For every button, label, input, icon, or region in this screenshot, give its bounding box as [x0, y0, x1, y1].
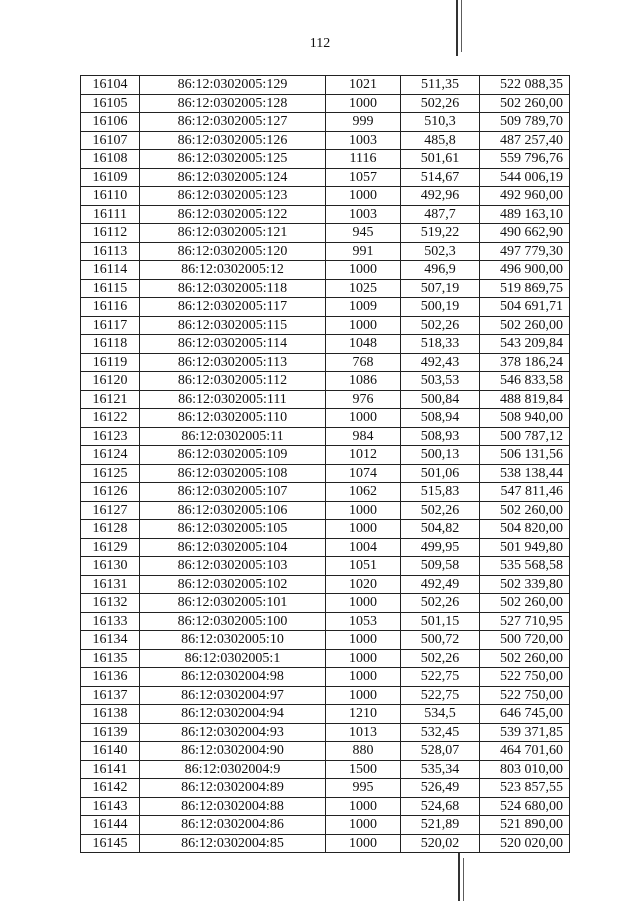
table-row: [81, 575, 570, 594]
table-row: [81, 94, 570, 113]
row-number-cell: 16104: [81, 76, 140, 95]
area-cell: 995: [326, 779, 401, 798]
cadastral-number-cell: 86:12:0302005:104: [140, 538, 326, 557]
row-number-cell: 16108: [81, 150, 140, 169]
cadastral-number-cell: 86:12:0302005:105: [140, 520, 326, 539]
rate-cell: 502,26: [401, 649, 480, 668]
table-body: [81, 76, 570, 853]
area-cell: 1000: [326, 94, 401, 113]
cadastral-number-cell: 86:12:0302005:112: [140, 372, 326, 391]
row-number-cell: 16112: [81, 224, 140, 243]
cadastral-number-cell: 86:12:0302005:126: [140, 131, 326, 150]
table-row: [81, 224, 570, 243]
value-cell: 487 257,40: [480, 131, 570, 150]
cadastral-number-cell: 86:12:0302004:89: [140, 779, 326, 798]
rate-cell: 492,49: [401, 575, 480, 594]
row-number-cell: 16118: [81, 335, 140, 354]
table-row: [81, 723, 570, 742]
scan-artifact-line: [456, 0, 458, 56]
rate-cell: 492,43: [401, 353, 480, 372]
area-cell: 1000: [326, 668, 401, 687]
table-row: [81, 686, 570, 705]
cadastral-number-cell: 86:12:0302004:85: [140, 834, 326, 853]
rate-cell: 520,02: [401, 834, 480, 853]
rate-cell: 521,89: [401, 816, 480, 835]
value-cell: 497 779,30: [480, 242, 570, 261]
table-row: [81, 187, 570, 206]
rate-cell: 487,7: [401, 205, 480, 224]
value-cell: 519 869,75: [480, 279, 570, 298]
value-cell: 803 010,00: [480, 760, 570, 779]
cadastral-number-cell: 86:12:0302005:121: [140, 224, 326, 243]
area-cell: 1000: [326, 686, 401, 705]
value-cell: 520 020,00: [480, 834, 570, 853]
rate-cell: 507,19: [401, 279, 480, 298]
cadastral-number-cell: 86:12:0302005:120: [140, 242, 326, 261]
value-cell: 539 371,85: [480, 723, 570, 742]
row-number-cell: 16105: [81, 94, 140, 113]
row-number-cell: 16122: [81, 409, 140, 428]
value-cell: 523 857,55: [480, 779, 570, 798]
table-row: [81, 298, 570, 317]
area-cell: 1000: [326, 316, 401, 335]
row-number-cell: 16128: [81, 520, 140, 539]
rate-cell: 509,58: [401, 557, 480, 576]
scan-artifact-line: [458, 852, 460, 901]
table-row: [81, 538, 570, 557]
rate-cell: 500,72: [401, 631, 480, 650]
area-cell: 1025: [326, 279, 401, 298]
table-row: [81, 483, 570, 502]
cadastral-number-cell: 86:12:0302005:114: [140, 335, 326, 354]
table-row: [81, 446, 570, 465]
value-cell: 538 138,44: [480, 464, 570, 483]
row-number-cell: 16142: [81, 779, 140, 798]
table-row: [81, 594, 570, 613]
rate-cell: 496,9: [401, 261, 480, 280]
rate-cell: 522,75: [401, 686, 480, 705]
area-cell: 1000: [326, 631, 401, 650]
area-cell: 1003: [326, 205, 401, 224]
value-cell: 559 796,76: [480, 150, 570, 169]
value-cell: 489 163,10: [480, 205, 570, 224]
area-cell: 1053: [326, 612, 401, 631]
value-cell: 502 260,00: [480, 649, 570, 668]
area-cell: 1013: [326, 723, 401, 742]
row-number-cell: 16139: [81, 723, 140, 742]
rate-cell: 500,19: [401, 298, 480, 317]
row-number-cell: 16111: [81, 205, 140, 224]
cadastral-number-cell: 86:12:0302005:1: [140, 649, 326, 668]
row-number-cell: 16127: [81, 501, 140, 520]
area-cell: 1020: [326, 575, 401, 594]
table-row: [81, 242, 570, 261]
cadastral-number-cell: 86:12:0302005:128: [140, 94, 326, 113]
area-cell: 984: [326, 427, 401, 446]
table-row: [81, 409, 570, 428]
area-cell: 1000: [326, 501, 401, 520]
row-number-cell: 16134: [81, 631, 140, 650]
cadastral-number-cell: 86:12:0302005:123: [140, 187, 326, 206]
table-row: [81, 131, 570, 150]
table-row: [81, 335, 570, 354]
table-row: [81, 390, 570, 409]
row-number-cell: 16107: [81, 131, 140, 150]
cadastral-number-cell: 86:12:0302005:103: [140, 557, 326, 576]
rate-cell: 522,75: [401, 668, 480, 687]
value-cell: 524 680,00: [480, 797, 570, 816]
row-number-cell: 16113: [81, 242, 140, 261]
cadastral-table: [80, 75, 570, 853]
cadastral-number-cell: 86:12:0302004:88: [140, 797, 326, 816]
area-cell: 1048: [326, 335, 401, 354]
area-cell: 1500: [326, 760, 401, 779]
table-row: [81, 557, 570, 576]
row-number-cell: 16106: [81, 113, 140, 132]
area-cell: 1210: [326, 705, 401, 724]
cadastral-number-cell: 86:12:0302004:97: [140, 686, 326, 705]
row-number-cell: 16129: [81, 538, 140, 557]
area-cell: 1012: [326, 446, 401, 465]
value-cell: 522 750,00: [480, 668, 570, 687]
value-cell: 490 662,90: [480, 224, 570, 243]
table-row: [81, 612, 570, 631]
row-number-cell: 16143: [81, 797, 140, 816]
area-cell: 1000: [326, 187, 401, 206]
value-cell: 488 819,84: [480, 390, 570, 409]
area-cell: 991: [326, 242, 401, 261]
rate-cell: 501,06: [401, 464, 480, 483]
cadastral-number-cell: 86:12:0302005:106: [140, 501, 326, 520]
row-number-cell: 16116: [81, 298, 140, 317]
table-row: [81, 834, 570, 853]
rate-cell: 504,82: [401, 520, 480, 539]
rate-cell: 534,5: [401, 705, 480, 724]
row-number-cell: 16114: [81, 261, 140, 280]
area-cell: 1000: [326, 520, 401, 539]
scan-artifact-line: [461, 0, 462, 52]
table-row: [81, 261, 570, 280]
scan-artifact-line: [463, 858, 464, 901]
value-cell: 501 949,80: [480, 538, 570, 557]
area-cell: 1086: [326, 372, 401, 391]
cadastral-number-cell: 86:12:0302005:129: [140, 76, 326, 95]
row-number-cell: 16121: [81, 390, 140, 409]
table-row: [81, 797, 570, 816]
area-cell: 1062: [326, 483, 401, 502]
cadastral-number-cell: 86:12:0302005:124: [140, 168, 326, 187]
table-row: [81, 816, 570, 835]
table-row: [81, 372, 570, 391]
cadastral-number-cell: 86:12:0302005:127: [140, 113, 326, 132]
area-cell: 1057: [326, 168, 401, 187]
value-cell: 378 186,24: [480, 353, 570, 372]
cadastral-number-cell: 86:12:0302004:93: [140, 723, 326, 742]
value-cell: 502 260,00: [480, 501, 570, 520]
area-cell: 1000: [326, 409, 401, 428]
cadastral-number-cell: 86:12:0302005:11: [140, 427, 326, 446]
table-row: [81, 631, 570, 650]
cadastral-number-cell: 86:12:0302005:100: [140, 612, 326, 631]
row-number-cell: 16125: [81, 464, 140, 483]
table-row: [81, 316, 570, 335]
row-number-cell: 16145: [81, 834, 140, 853]
area-cell: 1000: [326, 261, 401, 280]
rate-cell: 535,34: [401, 760, 480, 779]
row-number-cell: 16138: [81, 705, 140, 724]
rate-cell: 511,35: [401, 76, 480, 95]
table-row: [81, 205, 570, 224]
row-number-cell: 16131: [81, 575, 140, 594]
row-number-cell: 16132: [81, 594, 140, 613]
value-cell: 502 260,00: [480, 316, 570, 335]
cadastral-number-cell: 86:12:0302005:113: [140, 353, 326, 372]
rate-cell: 526,49: [401, 779, 480, 798]
rate-cell: 503,53: [401, 372, 480, 391]
area-cell: 1051: [326, 557, 401, 576]
area-cell: 1004: [326, 538, 401, 557]
table-row: [81, 427, 570, 446]
cadastral-number-cell: 86:12:0302005:102: [140, 575, 326, 594]
row-number-cell: 16109: [81, 168, 140, 187]
row-number-cell: 16144: [81, 816, 140, 835]
value-cell: 544 006,19: [480, 168, 570, 187]
rate-cell: 485,8: [401, 131, 480, 150]
row-number-cell: 16117: [81, 316, 140, 335]
value-cell: 502 260,00: [480, 94, 570, 113]
row-number-cell: 16135: [81, 649, 140, 668]
cadastral-number-cell: 86:12:0302005:12: [140, 261, 326, 280]
cadastral-number-cell: 86:12:0302005:101: [140, 594, 326, 613]
area-cell: 1074: [326, 464, 401, 483]
value-cell: 522 750,00: [480, 686, 570, 705]
area-cell: 768: [326, 353, 401, 372]
value-cell: 500 787,12: [480, 427, 570, 446]
rate-cell: 492,96: [401, 187, 480, 206]
value-cell: 496 900,00: [480, 261, 570, 280]
table-row: [81, 168, 570, 187]
area-cell: 1000: [326, 594, 401, 613]
area-cell: 1000: [326, 816, 401, 835]
row-number-cell: 16123: [81, 427, 140, 446]
rate-cell: 502,3: [401, 242, 480, 261]
area-cell: 1003: [326, 131, 401, 150]
area-cell: 1116: [326, 150, 401, 169]
row-number-cell: 16137: [81, 686, 140, 705]
cadastral-number-cell: 86:12:0302005:125: [140, 150, 326, 169]
area-cell: 976: [326, 390, 401, 409]
rate-cell: 500,13: [401, 446, 480, 465]
rate-cell: 502,26: [401, 501, 480, 520]
area-cell: 1000: [326, 834, 401, 853]
cadastral-number-cell: 86:12:0302005:109: [140, 446, 326, 465]
row-number-cell: 16141: [81, 760, 140, 779]
value-cell: 546 833,58: [480, 372, 570, 391]
table-row: [81, 464, 570, 483]
row-number-cell: 16130: [81, 557, 140, 576]
cadastral-number-cell: 86:12:0302004:90: [140, 742, 326, 761]
cadastral-number-cell: 86:12:0302005:108: [140, 464, 326, 483]
rate-cell: 532,45: [401, 723, 480, 742]
rate-cell: 501,15: [401, 612, 480, 631]
row-number-cell: 16119: [81, 353, 140, 372]
value-cell: 464 701,60: [480, 742, 570, 761]
value-cell: 492 960,00: [480, 187, 570, 206]
value-cell: 504 691,71: [480, 298, 570, 317]
table-row: [81, 779, 570, 798]
rate-cell: 502,26: [401, 316, 480, 335]
value-cell: 543 209,84: [480, 335, 570, 354]
value-cell: 502 339,80: [480, 575, 570, 594]
area-cell: 1009: [326, 298, 401, 317]
cadastral-number-cell: 86:12:0302004:94: [140, 705, 326, 724]
value-cell: 506 131,56: [480, 446, 570, 465]
table-row: [81, 353, 570, 372]
value-cell: 535 568,58: [480, 557, 570, 576]
table-row: [81, 760, 570, 779]
cadastral-number-cell: 86:12:0302005:107: [140, 483, 326, 502]
value-cell: 646 745,00: [480, 705, 570, 724]
rate-cell: 515,83: [401, 483, 480, 502]
area-cell: 945: [326, 224, 401, 243]
cadastral-number-cell: 86:12:0302005:110: [140, 409, 326, 428]
value-cell: 547 811,46: [480, 483, 570, 502]
rate-cell: 518,33: [401, 335, 480, 354]
row-number-cell: 16115: [81, 279, 140, 298]
table-row: [81, 501, 570, 520]
rate-cell: 502,26: [401, 94, 480, 113]
value-cell: 527 710,95: [480, 612, 570, 631]
value-cell: 522 088,35: [480, 76, 570, 95]
row-number-cell: 16110: [81, 187, 140, 206]
table-row: [81, 649, 570, 668]
area-cell: 1000: [326, 797, 401, 816]
table-row: [81, 150, 570, 169]
value-cell: 500 720,00: [480, 631, 570, 650]
cadastral-number-cell: 86:12:0302005:118: [140, 279, 326, 298]
rate-cell: 502,26: [401, 594, 480, 613]
rate-cell: 500,84: [401, 390, 480, 409]
rate-cell: 499,95: [401, 538, 480, 557]
cadastral-number-cell: 86:12:0302004:9: [140, 760, 326, 779]
area-cell: 880: [326, 742, 401, 761]
table-row: [81, 113, 570, 132]
area-cell: 1021: [326, 76, 401, 95]
rate-cell: 501,61: [401, 150, 480, 169]
area-cell: 999: [326, 113, 401, 132]
table-row: [81, 76, 570, 95]
row-number-cell: 16124: [81, 446, 140, 465]
cadastral-number-cell: 86:12:0302005:111: [140, 390, 326, 409]
rate-cell: 510,3: [401, 113, 480, 132]
row-number-cell: 16136: [81, 668, 140, 687]
cadastral-number-cell: 86:12:0302004:98: [140, 668, 326, 687]
rate-cell: 514,67: [401, 168, 480, 187]
cadastral-number-cell: 86:12:0302005:122: [140, 205, 326, 224]
area-cell: 1000: [326, 649, 401, 668]
table-row: [81, 742, 570, 761]
cadastral-number-cell: 86:12:0302004:86: [140, 816, 326, 835]
row-number-cell: 16140: [81, 742, 140, 761]
value-cell: 504 820,00: [480, 520, 570, 539]
table-row: [81, 279, 570, 298]
value-cell: 508 940,00: [480, 409, 570, 428]
page-number: 112: [309, 36, 331, 51]
row-number-cell: 16120: [81, 372, 140, 391]
cadastral-number-cell: 86:12:0302005:115: [140, 316, 326, 335]
value-cell: 502 260,00: [480, 594, 570, 613]
row-number-cell: 16133: [81, 612, 140, 631]
value-cell: 509 789,70: [480, 113, 570, 132]
rate-cell: 524,68: [401, 797, 480, 816]
rate-cell: 508,93: [401, 427, 480, 446]
value-cell: 521 890,00: [480, 816, 570, 835]
cadastral-number-cell: 86:12:0302005:117: [140, 298, 326, 317]
rate-cell: 528,07: [401, 742, 480, 761]
row-number-cell: 16126: [81, 483, 140, 502]
rate-cell: 508,94: [401, 409, 480, 428]
table-row: [81, 705, 570, 724]
table-row: [81, 520, 570, 539]
rate-cell: 519,22: [401, 224, 480, 243]
table-row: [81, 668, 570, 687]
cadastral-number-cell: 86:12:0302005:10: [140, 631, 326, 650]
